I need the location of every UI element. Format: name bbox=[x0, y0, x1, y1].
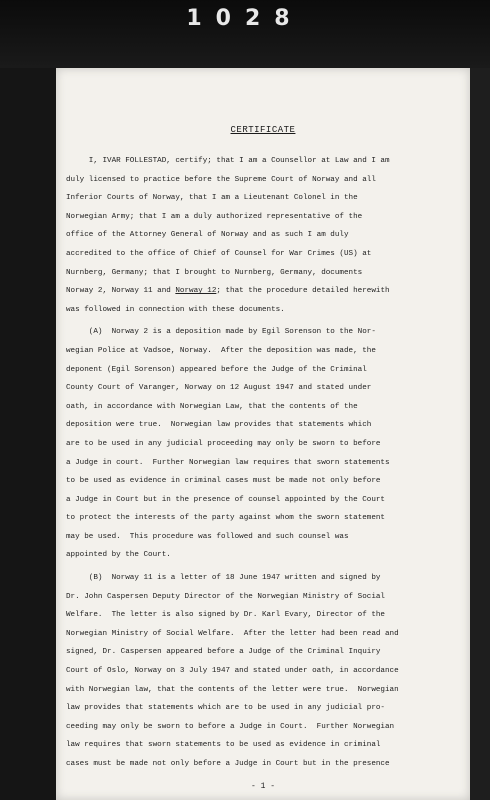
text-line: law provides that statements which are to be used in any judicial pro- bbox=[66, 704, 385, 713]
text-line: was followed in connection with these documents. bbox=[66, 305, 285, 314]
text-line: office of the Attorney General of Norway and as such I am duly bbox=[66, 231, 349, 240]
document-page bbox=[56, 68, 470, 800]
text-line: wegian Police at Vadsoe, Norway. After the deposition was made, the bbox=[66, 346, 376, 355]
text-line: County Court of Varanger, Norway on 12 August 1947 and stated under bbox=[66, 384, 372, 393]
text-line bbox=[66, 282, 462, 301]
page-folio: - 1 - bbox=[250, 782, 275, 791]
text-line: Norwegian Ministry of Social Welfare. After the letter had been read and bbox=[66, 629, 399, 638]
text-line: cases must be made not only before a Judge in Court but in the presence bbox=[66, 760, 390, 768]
archive-page-stamp: 1028 bbox=[186, 6, 304, 31]
scan-border-right bbox=[470, 68, 490, 800]
paragraph-certification bbox=[66, 152, 462, 319]
text-line: appointed by the Court. bbox=[66, 551, 171, 560]
text-line: signed, Dr. Caspersen appeared before a Judge of the Criminal Inquiry bbox=[66, 648, 381, 657]
paragraph-a bbox=[66, 323, 462, 565]
text-line: accredited to the office of Chief of Counsel for War Crimes (US) at bbox=[66, 249, 372, 258]
text-line: to be used as evidence in criminal cases must be made not only before bbox=[66, 477, 381, 486]
text-line: (A) Norway 2 is a deposition made by Egil Sorenson to the Nor- bbox=[66, 328, 376, 337]
text-line: a Judge in Court but in the presence of counsel appointed by the Court bbox=[66, 495, 385, 504]
text-line: oath, in accordance with Norwegian Law, that the contents of the bbox=[66, 402, 358, 411]
underlined-document-reference: Norway 12 bbox=[175, 287, 217, 296]
paragraph-b bbox=[66, 569, 462, 774]
text-line: ceeding may only be sworn to before a Judge in Court. Further Norwegian bbox=[66, 722, 395, 731]
document-heading: CERTIFICATE bbox=[230, 125, 296, 135]
text-line: law requires that sworn statements to be used as evidence in criminal bbox=[66, 741, 381, 750]
text-line: deposition were true. Norwegian law provides that statements which bbox=[66, 421, 372, 430]
text-line: Court of Oslo, Norway on 3 July 1947 and stated under oath, in accordance bbox=[66, 667, 399, 676]
text-line: may be used. This procedure was followed and such counsel was bbox=[66, 532, 349, 541]
text-line: Dr. John Caspersen Deputy Director of the Norwegian Ministry of Social bbox=[66, 592, 385, 601]
text-line: with Norwegian law, that the contents of the letter were true. Norwegian bbox=[66, 685, 399, 694]
text-line: Norwegian Army; that I am a duly authorized representative of the bbox=[66, 212, 363, 221]
text-line: Nurnberg, Germany; that I brought to Nurnberg, Germany, documents bbox=[66, 268, 363, 277]
text-line: a Judge in court. Further Norwegian law requires that sworn statements bbox=[66, 458, 390, 467]
text-line: to protect the interests of the party against whom the sworn statement bbox=[66, 514, 385, 523]
text-fragment: Norway 2, Norway 11 and bbox=[66, 287, 176, 296]
text-line: duly licensed to practice before the Supreme Court of Norway and all bbox=[66, 175, 376, 184]
text-line: (B) Norway 11 is a letter of 18 June 1947 written and signed by bbox=[66, 574, 381, 583]
text-line: Inferior Courts of Norway, that I am a Lieutenant Colonel in the bbox=[66, 194, 358, 203]
text-line: are to be used in any judicial proceeding may only be sworn to before bbox=[66, 439, 381, 448]
text-line: Welfare. The letter is also signed by Dr. Karl Evary, Director of the bbox=[66, 611, 385, 620]
text-line: deponent (Egil Sorenson) appeared before the Judge of the Criminal bbox=[66, 365, 367, 374]
text-fragment: ; that the procedure detailed herewith bbox=[216, 287, 390, 296]
document-body bbox=[66, 152, 462, 774]
text-line: I, IVAR FOLLESTAD, certify; that I am a Counsellor at Law and I am bbox=[66, 157, 390, 165]
